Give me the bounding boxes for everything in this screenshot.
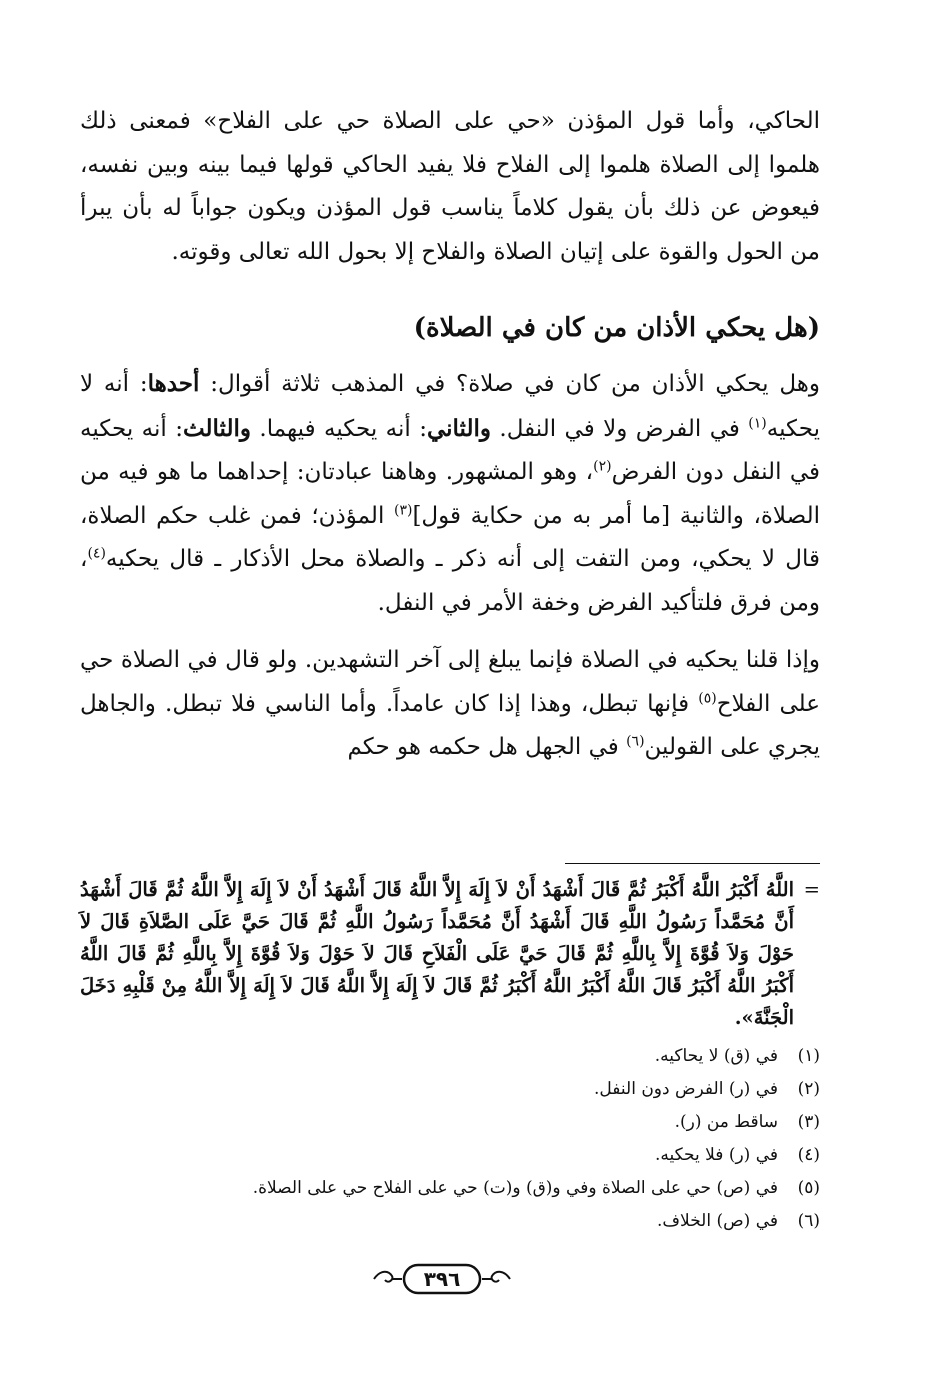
footnote-separator [565, 863, 820, 864]
footnote-number: (٢) [797, 1079, 820, 1099]
text-run: : أنه لا يحكيه [80, 371, 820, 442]
footnote-text: في (ر) فلا يحكيه. [655, 1145, 778, 1165]
hadith-continuation [80, 874, 820, 1034]
footnote-item [80, 1040, 820, 1073]
text-run: ، ومن فرق فلتأكيد الفرض وخفة الأمر في النفل. [80, 546, 820, 616]
text-run: ، وهو المشهور. وهاهنا عبادتان: إحداهما ما هو فيه من الصلاة، والثانية [ما أمر به من حكاية قول] [80, 459, 820, 529]
paragraph-intro: الحاكي، وأما قول المؤذن «حي على الصلاة حي على الفلاح» فمعنى ذلك هلموا إلى الصلاة هلموا إلى الفلاح فلا يفيد الحاكي قولها فيما بينه وبين نفسه، فيعوض عن ذلك بأن يقول كلاماً يناسب قول المؤذن ويكون جواباً له بأن يبرأ من الحول والقوة على إتيان الصلاة والفلاح إلا بحول الله تعالى وقوته. [80, 108, 820, 265]
hadith-text: اللَّهُ أَكْبَرُ اللَّهُ أَكْبَرُ ثُمَّ قَالَ أَشْهَدُ أَنْ لاَ إِلَهَ إِلاَّ اللَّهُ قَالَ أَشْهَدُ أَنْ لاَ إِلَهَ إِلاَّ اللَّهُ ثُمَّ قَالَ أَشْهَدُ أَنَّ مُحَمَّداً رَسُولُ اللَّهِ قَالَ أَشْهَدُ أَنَّ مُحَمَّداً رَسُولُ اللَّهِ ثُمَّ قَالَ حَيَّ عَلَى الصَّلاَةِ قَالَ لاَ حَوْلَ وَلاَ قُوَّةَ إِلاَّ بِاللَّهِ ثُمَّ قَالَ حَيَّ عَلَى الْفَلاَحِ قَالَ لاَ حَوْلَ وَلاَ قُوَّةَ إِلاَّ بِاللَّهِ ثُمَّ قَالَ اللَّهُ أَكْبَرُ اللَّهُ أَكْبَرُ قَالَ اللَّهُ أَكْبَرُ اللَّهُ أَكْبَرُ ثُمَّ قَالَ لاَ إِلَهَ إِلاَّ اللَّهُ قَالَ لاَ إِلَهَ إِلاَّ اللَّهُ مِنْ قَلْبِهِ دَخَلَ الْجَنَّةَ». [80, 878, 794, 1029]
footnote-item [80, 1106, 820, 1139]
continuation-marker: = [803, 878, 820, 901]
footnote-number: (٦) [797, 1211, 820, 1231]
footnote-text: في (ص) الخلاف. [657, 1211, 778, 1231]
footnote-ref-3[interactable]: (٣) [393, 501, 413, 518]
footnote-item [80, 1172, 820, 1205]
footnote-ref-2[interactable]: (٢) [593, 458, 612, 475]
footnote-number: (٥) [797, 1178, 820, 1198]
footnotes-area [80, 874, 820, 1238]
bold-term-third: والثالث [182, 414, 251, 442]
footnote-text: في (ص) حي على الصلاة وفي و(ق) و(ت) حي على الفلاح حي على الصلاة. [252, 1178, 778, 1198]
footnote-ref-5[interactable]: (٥) [698, 689, 717, 706]
footnote-text: ساقط من (ر). [674, 1112, 778, 1132]
text-run: وهل يحكي الأذان من كان في صلاة؟ في المذهب ثلاثة أقوال: [210, 371, 821, 397]
text-run: في الفرض ولا في النفل. [490, 415, 749, 442]
footnote-text: في (ر) الفرض دون النفل. [594, 1079, 778, 1099]
page-number: ٣٩٦ [423, 1267, 461, 1291]
text-run: : أنه يحكيه في النفل دون الفرض [80, 415, 820, 485]
text-run: : أنه يحكيه فيهما. [251, 415, 427, 442]
paragraph-recitation [80, 639, 820, 770]
text-run: وإذا قلنا يحكيه في الصلاة فإنما يبلغ إلى آخر التشهدين. ولو قال في الصلاة حي على الفلاح [80, 647, 820, 717]
text-run: المؤذن؛ فمن غلب حكم الصلاة، قال لا يحكي، ومن التفت إلى أنه ذكر ـ والصلاة محل الأذكار ـ قال يحكيه [80, 502, 820, 572]
text-run: فإنها تبطل، وهذا إذا كان عامداً. وأما الناسي فلا تبطل. والجاهل يجري على القولين [80, 690, 820, 760]
footnote-ref-6[interactable]: (٦) [626, 733, 645, 750]
footnote-item [80, 1205, 820, 1238]
footnote-item [80, 1073, 820, 1106]
bold-term-first: أحدها [147, 370, 200, 397]
bold-term-second: والثاني [426, 414, 491, 442]
footnote-text: في (ق) لا يحاكيه. [654, 1046, 778, 1066]
paragraph-opinions [80, 362, 820, 625]
text-run: في الجهل هل حكمه هو حكم [347, 734, 627, 760]
footnote-ref-4[interactable]: (٤) [87, 545, 106, 562]
footnote-number: (١) [797, 1046, 820, 1066]
section-heading: (هل يحكي الأذان من كان في الصلاة) [413, 313, 820, 343]
main-text [80, 100, 820, 770]
footnote-number: (٣) [797, 1112, 820, 1132]
footnote-item [80, 1139, 820, 1172]
page-number-ornament [372, 1262, 512, 1296]
footnote-number: (٤) [797, 1145, 820, 1165]
footnote-ref-1[interactable]: (١) [748, 414, 767, 431]
